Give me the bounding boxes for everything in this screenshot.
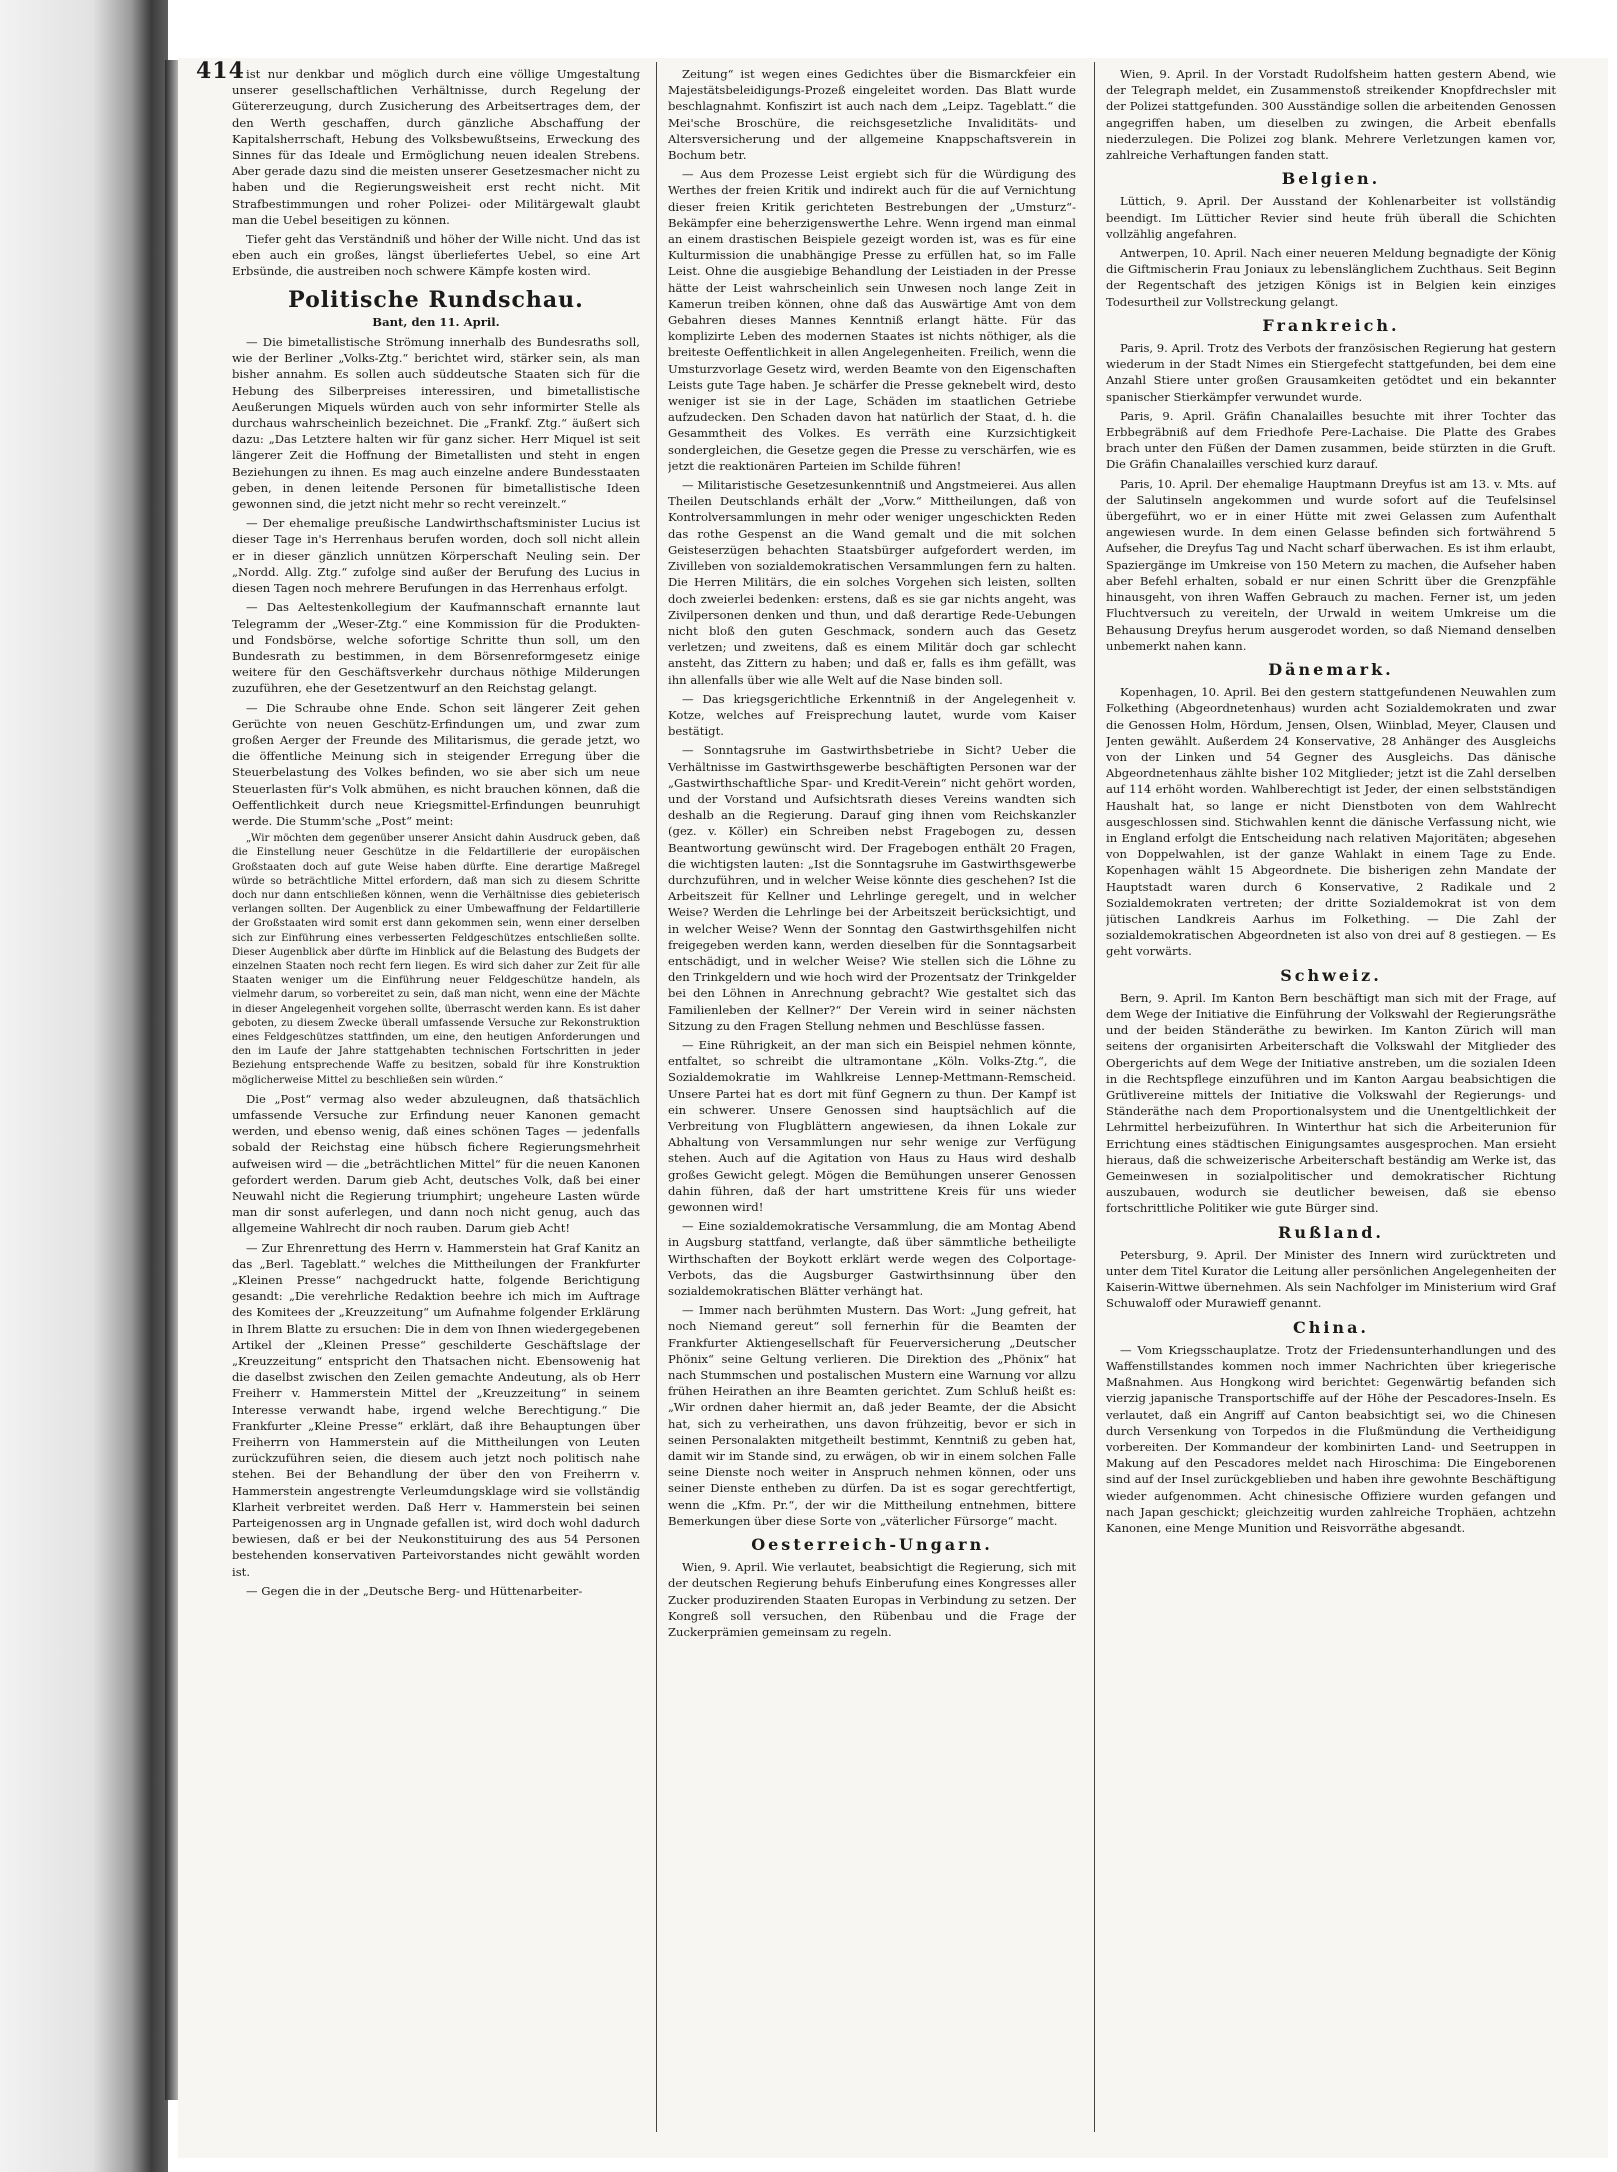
binding-shadow xyxy=(165,60,179,2100)
column-2 xyxy=(668,66,1076,2146)
column-rule xyxy=(1094,62,1095,2132)
paragraph: — Die Schraube ohne Ende. Schon seit längerer Zeit gehen Gerüchte von neuen Geschütz-Erfindungen um, und zwar zum großen Aerger der Freunde des Militarismus, die gerade jetzt, wo die öffentliche Meinung sich in steigender Erregung über die Steuerbelastung des Volkes befinden, wo sie aber sich um neue Steuerlasten für's Volk abmühen, es nicht brauchen können, daß die Oeffentlichkeit durch neue Kriegsmittel-Erfindungen beunruhigt werde. Die Stumm'sche „Post“ meint: xyxy=(232,700,640,828)
paragraph: — Das kriegsgerichtliche Erkenntniß in der Angelegenheit v. Kotze, welches auf Freisprechung lautet, wurde vom Kaiser bestätigt. xyxy=(668,691,1076,739)
paragraph: Paris, 9. April. Gräfin Chanalailles besuchte mit ihrer Tochter das Erbbegräbniß auf dem Friedhofe Pere-Lachaise. Die Platte des Grabes brach unter den Füßen der Damen zusammen, beide stürzten in die Gruft. Die Gräfin Chanalailles verschied kurz darauf. xyxy=(1106,408,1556,472)
paragraph: — Vom Kriegsschauplatze. Trotz der Friedensunterhandlungen und des Waffenstillstandes kommen noch immer Nachrichten über kriegerische Maßnahmen. Aus Hongkong wird berichtet: Gegenwärtig befanden sich vierzig japanische Transportschiffe auf der Höhe der Pescadores-Inseln. Es verlautet, daß ein Angriff auf Canton beabsichtigt sei, wo die Chinesen durch Versenkung von Torpedos in die Flußmündung die Vertheidigung vorbereiten. Der Kommandeur der kombinirten Land- und Seetruppen in Makung auf den Pescadores meldet nach Hiroschima: Die Eingeborenen sind auf der Insel zurückgeblieben und haben ihre gewohnte Beschäftigung wieder aufgenommen. Acht chinesische Offiziere wurden gefangen und nach Japan geschickt; gleichzeitig wurden zahlreiche Trophäen, achtzehn Kanonen, eine Menge Munition und Reisvorräthe abgesandt. xyxy=(1106,1342,1556,1536)
paragraph: Bern, 9. April. Im Kanton Bern beschäftigt man sich mit der Frage, auf dem Wege der Initiative die Einführung der Volkswahl der Regierungsräthe und der beiden Ständeräthe zu bewirken. Im Kanton Zürich will man seitens der organisirten Arbeiterschaft die Volkswahl der Mitglieder des Obergerichts auf dem Wege der Initiative anstreben, um die sozialen Ideen in die Rechtspflege einzuführen und im Kanton Aargau beabsichtigen die Grütlivereine mittels der Initiative die Volkswahl der Regierungs- und Ständeräthe nach dem Proportionalsystem und die Unentgeltlichkeit der Lehrmittel herbeizuführen. In Winterthur hat sich die Arbeiterunion für Errichtung eines städtischen Einigungsamtes ausgesprochen. Man ersieht hieraus, daß die schweizerische Arbeiterschaft beständig am Werke ist, das Gemeinwesen in sozialpolitischer und demokratischer Richtung auszubauen, wodurch sie deutlicher beweisen, daß sie ebenso fortschrittliche Politiker wie gute Bürger sind. xyxy=(1106,990,1556,1216)
paragraph: — Zur Ehrenrettung des Herrn v. Hammerstein hat Graf Kanitz an das „Berl. Tageblatt.“ welches die Mittheilungen der Frankfurter „Kleinen Presse“ nachgedruckt hatte, folgende Berichtigung gesandt: „Die verehrliche Redaktion beehre ich mich im Auftrage des Komitees der „Kreuzzeitung“ um Aufnahme folgender Erklärung in Ihrem Blatte zu ersuchen: Die in dem von Ihnen wiedergegebenen Artikel der „Kleinen Presse“ geschilderte Geschäftslage der „Kreuzzeitung“ entspricht den Thatsachen nicht. Ebensowenig hat die daselbst zwischen den Zeilen gemachte Andeutung, als ob Herr Freiherr v. Hammerstein Mittel der „Kreuzzeitung“ in seinem Interesse verwandt habe, irgend welche Berechtigung.“ Die Frankfurter „Kleine Presse“ erklärt, daß ihre Behauptungen über Freiherrn von Hammerstein auf die Mittheilungen von Leuten zurückzuführen seien, die diesem auch jetzt noch politisch nahe stehen. Bei der Behandlung der über den von Freiherrn v. Hammerstein angestrengte Verleumdungsklage wird sie vollständig Klarheit verbreitet werden. Daß Herr v. Hammerstein bei seinen Parteigenossen arg in Ungnade gefallen ist, wird doch wohl dadurch bewiesen, daß er bei der Neukonstituirung des aus 54 Personen bestehenden konservativen Parteivorstandes nicht gewählt worden ist. xyxy=(232,1240,640,1579)
paragraph: — Das Aeltestenkollegium der Kaufmannschaft ernannte laut Telegramm der „Weser-Ztg.“ eine Kommission für die Produkten- und Fondsbörse, welche sofortige Schritte thun soll, um den Bundesrath zu bestimmen, in dem Börsenreformgesetz einige weitere für den Geschäftsverkehr durchaus nöthige Milderungen zuzuführen, ehe der Gesetzentwurf an den Reichstag gelangt. xyxy=(232,600,640,696)
scan-edge xyxy=(0,0,168,2172)
section-heading: China. xyxy=(1292,1317,1369,1337)
quotation: „Wir möchten dem gegenüber unserer Ansicht dahin Ausdruck geben, daß die Einstellung neuer Geschütze in die Feldartillerie der europäischen Großstaaten doch auf gute Weise haben dürfte. Eine derartige Maßregel würde so beträchtliche Mittel erfordern, daß man sich zu diesem Schritte doch nur dann entschließen können, wenn die Verhältnisse dies gebieterisch verlangen sollten. Der Augenblick zu einer Umbewaffnung der Feldartillerie der Großstaaten wird somit erst dann gekommen sein, wenn einer derselben sich zur Einführung eines verbesserten Feldgeschützes entschließen sollte. Dieser Augenblick aber dürfte im Hinblick auf die Belastung des Budgets der einzelnen Staaten noch recht fern liegen. Es wird sich daher zur Zeit für alle Staaten weniger um die Einführung neuer Feldgeschütze handeln, als vielmehr darum, so vorbereitet zu sein, daß man nicht, wenn eine der Mächte in dieser Angelegenheit vorgehen sollte, überrascht werden kann. Es ist daher geboten, zu diesem Zwecke überall umfassende Versuche zur Rekonstruktion eines Feldgeschützes stattfinden, um eine, den heutigen Anforderungen und den im Laufe der Jahre stattgehabten technischen Fortschritten in jeder Beziehung entsprechende Waffe zu besitzen, sobald für ihre Konstruktion möglicherweise Mittel zu beschließen sein würden.“ xyxy=(232,833,640,1086)
section-heading: Politische Rundschau. xyxy=(288,286,584,313)
column-rule xyxy=(656,62,657,2132)
section-heading: Frankreich. xyxy=(1262,315,1400,335)
paragraph: — Militaristische Gesetzesunkenntniß und Angstmeierei. Aus allen Theilen Deutschlands erhält der „Vorw.“ Mittheilungen, daß von Kontrolversammlungen in mehr oder weniger ungeschickten Reden das rothe Gespenst an die Wand gemalt und die mit solchen Geisteserzügen behachten Staatsbürger aufgefordert werden, im Zivilleben von sozialdemokratischen Versammlungen fern zu halten. Die Herren Militärs, die ein solches Vorgehen sich leisten, sollten doch zweierlei bedenken: erstens, daß es sie gar nichts angeht, was Zivilpersonen denken und thun, und daß derartige Rede-Uebungen nicht bloß den guten Geschmack, sondern auch das Gesetz verletzen; und zweitens, daß es einem Militär doch gar schlecht ansteht, das Zittern zu haben; und daß er, falls es ihm gefällt, was ihn allenfalls über wie alle Welt auf die Nase binden soll. xyxy=(668,478,1076,687)
paragraph: — Sonntagsruhe im Gastwirthsbetriebe in Sicht? Ueber die Verhältnisse im Gastwirthsgewerbe beschäftigten Personen war der „Gastwirthschaftliche Spar- und Kredit-Verein“ nicht gehört worden, und der Vorstand und Aufsichtsrath dieses Vereins wandten sich deshalb an die Regierung. Darauf ging ihnen vom Reichskanzler (gez. v. Köller) ein Schreiben nebst Fragebogen zu, dessen Beantwortung gewünscht wird. Der Fragebogen enthält 20 Fragen, die wichtigsten lauten: „Ist die Sonntagsruhe im Gastwirthsgewerbe durchzuführen, und in welcher Weise könnte dies geschehen? Ist die Arbeitszeit für Kellner und Lehrlinge geregelt, und in welcher Weise? Werden die Lehrlinge bei der Arbeitszeit berücksichtigt, und in welcher Weise? Wenn der Sonntag den Gastwirthsgehilfen nicht freigegeben werden kann, werden dieselben für die Sonntagsarbeit entschädigt, und in welcher Weise? Wie stellen sich die Löhne zu den Trinkgeldern und wie hoch wird der Prozentsatz der Trinkgelder bei den Löhnen in Anrechnung gebracht? Wie gestaltet sich das Familienleben der Kellner?“ Der Verein wird in seiner nächsten Sitzung zu den Fragen Stellung nehmen und Beschlüsse fassen. xyxy=(668,743,1076,1033)
paragraph: — Aus dem Prozesse Leist ergiebt sich für die Würdigung des Werthes der freien Kritik und indirekt auch für die auf Vernichtung dieser freien Kritik gerichteten Bestrebungen der „Umsturz“-Bekämpfer eine beherzigenswerthe Lehre. Wenn irgend man einmal an einem drastischen Beispiele gezeigt worden ist, was es für eine Kulturmission die unabhängige Presse zu erfüllen hat, so im Falle Leist. Ohne die ausgiebige Behandlung der Leistiaden in der Presse hätte der Leist wahrscheinlich sein Unwesen noch lange Zeit in Kamerun treiben können, ohne daß das Auswärtige Amt von dem Gebahren dieses Mannes Kenntniß erlangt hätte. Für das komplizirte Leben des modernen Staates ist nichts nöthiger, als die breiteste Oeffentlichkeit in allen Angelegenheiten. Freilich, wenn die Umsturzvorlage Gesetz wird, werden Beamte von den Eigenschaften Leists gute Tage haben. Je schärfer die Presse geknebelt wird, desto weniger ist sie in der Lage, Schäden im staatlichen Getriebe aufzudecken. Den Schaden davon hat natürlich der Staat, d. h. die Gesammtheit des Volkes. Es verräth eine Kurzsichtigkeit sondergleichen, die Gesetze gegen die Presse zu verschärfen, wie es jetzt die reaktionären Parteien im Schilde führen! xyxy=(668,167,1076,473)
paragraph: — Gegen die in der „Deutsche Berg- und Hüttenarbeiter- xyxy=(246,1583,583,1598)
paragraph: Lüttich, 9. April. Der Ausstand der Kohlenarbeiter ist vollständig beendigt. Im Lütticher Revier sind heute früh überall die Schichten vollzählig angefahren. xyxy=(1106,194,1556,241)
column-3 xyxy=(1106,66,1556,2146)
paragraph: Kopenhagen, 10. April. Bei den gestern stattgefundenen Neuwahlen zum Folkething (Abgeordnetenhaus) wurden acht Sozialdemokraten und zwar die Genossen Holm, Hördum, Jensen, Olsen, Wiinblad, Meyer, Clausen und Jenten gewählt. Außerdem 24 Konservative, 28 Anhänger des Ausgleichs von der Linken und 54 Gegner des Ausgleichs. Das dänische Abgeordnetenhaus zählte bisher 102 Mitglieder; jetzt ist die Zahl derselben auf 114 erhöht worden. Wahlberechtigt ist Jeder, der einen selbstständigen Haushalt hat, so lange er nicht Dienstboten von dem Wahlrecht ausgeschlossen sind. Stichwahlen kennt die dänische Verfassung nicht, wie in England erfolgt die Entscheidung nach relativen Majoritäten; abgesehen von Doppelwahlen, ist der ganze Wahlakt in einem Tage zu Ende. Kopenhagen wählt 15 Abgeordnete. Die bisherigen zehn Mandate der Hauptstadt waren durch 6 Konservative, 2 Radikale und 2 Sozialdemokraten vertreten; der dritte Sozialdemokrat ist von dem jütischen Landkreis Aarhus im Folkething. — Die Zahl der sozialdemokratischen Abgeordneten ist also von drei auf 8 gestiegen. — Es geht vorwärts. xyxy=(1106,685,1556,959)
section-heading: Belgien. xyxy=(1281,169,1381,189)
paragraph: Paris, 9. April. Trotz des Verbots der französischen Regierung hat gestern wiederum in der Stadt Nimes ein Stiergefecht stattgefunden, bei dem eine Anzahl Stiere unter großen Grausamkeiten getödtet und ein bekannter spanischer Stierkämpfer verwundet wurde. xyxy=(1106,341,1556,404)
paragraph: Wien, 9. April. In der Vorstadt Rudolfsheim hatten gestern Abend, wie der Telegraph meldet, ein Zusammenstoß streikender Knopfdrechsler mit der Polizei stattgefunden. 300 Ausständige sollen die arbeitenden Genossen angegriffen haben, um dieselben zu zwingen, die Arbeit ebenfalls niederzulegen. Die Polizei zog blank. Mehrere Verletzungen kamen vor, zahlreiche Verhaftungen fanden statt. xyxy=(1106,67,1556,163)
section-heading: Oesterreich-Ungarn. xyxy=(751,1535,993,1555)
paragraph: — Immer nach berühmten Mustern. Das Wort: „Jung gefreit, hat noch Niemand gereut“ soll fernerhin für die Beamten der Frankfurter Aktiengesellschaft für Feuerversicherung „Deutscher Phönix“ seine Geltung verlieren. Die Direktion des „Phönix“ hat nach Stummschen und postalischen Mustern eine Warnung vor allzu frühen Heirathen an ihre Beamten gerichtet. Zum Schluß heißt es: „Wir ordnen daher hiermit an, daß jeder Beamte, der die Absicht hat, sich zu verheirathen, uns davon frühzeitig, bevor er sich in seinen Personalakten mitgetheilt bestimmt, Kenntniß zu geben hat, damit wir im Stande sind, zu erwägen, ob wir in einem solchen Falle seine Dienste noch weiter in Anspruch nehmen können, oder uns seiner Dienste entheben zu dürfen. Da ist es sogar gerechtfertigt, wenn die „Kfm. Pr.“, der wir die Mittheilung entnehmen, bittere Bemerkungen über diese Sorte von „väterlicher Fürsorge“ macht. xyxy=(668,1303,1076,1528)
paragraph: Paris, 10. April. Der ehemalige Hauptmann Dreyfus ist am 13. v. Mts. auf der Salutinseln angekommen und wurde sofort auf die Teufelsinsel übergeführt, wo er in einer Hütte mit zwei Gelassen zum Aufenthalt angewiesen wurde. In dem einen Gelasse befinden sich fortwährend 5 Aufseher, die Dreyfus Tag und Nacht scharf überwachen. Es ist ihm erlaubt, Spaziergänge im Umkreise von 150 Metern zu machen, die Aufseher haben aber Befehl erhalten, sobald er nur einen Schritt über die Grenzpfähle hinausgeht, von ihren Waffen Gebrauch zu machen. Ferner ist, um jeden Fluchtversuch zu vereiteln, der Urwald in weitem Umkreise um die Behausung Dreyfus herum ausgerodet worden, so daß Niemand denselben unbemerkt nahen kann. xyxy=(1106,476,1556,653)
paragraph: Zeitung“ ist wegen eines Gedichtes über die Bismarckfeier ein Majestätsbeleidigungs-Prozeß eingeleitet worden. Das Blatt wurde beschlagnahmt. Konfiszirt ist auch nach dem „Leipz. Tageblatt.“ die Mei'sche Broschüre, die reichsgesetzliche Invaliditäts- und Altersversicherung und der allgemeine Knappschaftsverein in Bochum betr. xyxy=(668,67,1076,163)
paragraph: — Der ehemalige preußische Landwirthschaftsminister Lucius ist dieser Tage in's Herrenhaus berufen worden, doch soll nicht allein er in dieser gänzlich unnützen Körperschaft Neuling sein. Der „Nordd. Allg. Ztg.“ zufolge sind außer der Berufung des Lucius in diesen Tagen noch mehrere Berufungen in das Herrenhaus erfolgt. xyxy=(232,516,640,596)
paragraph: Petersburg, 9. April. Der Minister des Innern wird zurücktreten und unter dem Titel Kurator die Leitung aller persönlichen Angelegenheiten der Kaiserin-Wittwe übernehmen. Als sein Nachfolger im Ministerium wird Graf Schuwaloff oder Murawieff genannt. xyxy=(1106,1247,1556,1311)
column-1 xyxy=(232,66,640,2146)
section-heading: Rußland. xyxy=(1278,1222,1384,1242)
paragraph: — Eine Rührigkeit, an der man sich ein Beispiel nehmen könnte, entfaltet, so schreibt die ultramontane „Köln. Volks-Ztg.“, die Sozialdemokratie im Wahlkreise Lennep-Mettmann-Remscheid. Unsere Partei hat es dort mit fünf Gegnern zu thun. Der Kampf ist ein schwerer. Unsere Genossen sind hauptsächlich auf die Verbreitung von Flugblättern angewiesen, da ihnen Lokale zur Abhaltung von Versammlungen nur sehr wenige zur Verfügung stehen. Auch auf die Agitation von Haus zu Haus wird deshalb großes Gewicht gelegt. Mögen die Bemühungen unserer Genossen dahin führen, daß der hart umstrittene Kreis für uns wieder gewonnen wird! xyxy=(668,1037,1076,1215)
paragraph: ist nur denkbar und möglich durch eine völlige Umgestaltung unserer gesellschaftlichen Verhältnisse, durch Regelung der Gütererzeugung, durch Zusicherung des Arbeitsertrages dem, der den Werth geschaffen, durch gänzliche Abschaffung der Kapitalsherrschaft, Hebung des Volksbewußtseins, Erweckung des Sinnes für das Ideale und Ermöglichung neuen idealen Strebens. Aber gerade dazu sind die meisten unserer Gesetzesmacher nicht zu haben und die Regierungsweisheit erst recht nicht. Mit Strafbestimmungen und roher Polizei- oder Militärgewalt glaubt man die Uebel beseitigen zu können. xyxy=(232,67,640,227)
paragraph: Tiefer geht das Verständniß und höher der Wille nicht. Und das ist eben auch ein großes, längst überliefertes Uebel, so eine Art Erbsünde, die austreiben noch schwere Kämpfe kosten wird. xyxy=(232,232,640,279)
paragraph: — Eine sozialdemokratische Versammlung, die am Montag Abend in Augsburg stattfand, verlangte, daß über sämmtliche betheiligte Wirthschaften der Boykott erklärt werde wegen des Colportage-Verbots, das die Augsburger Gastwirthsinnung über den sozialdemokratischen Blätter verhängt hat. xyxy=(668,1219,1076,1299)
paragraph: Wien, 9. April. Wie verlautet, beabsichtigt die Regierung, sich mit der deutschen Regierung behufs Einberufung eines Kongresses aller Zucker produzirenden Staaten Europas in Verbindung zu setzen. Der Kongreß soll versuchen, den Rübenbau und die Frage der Zuckerprämien gemeinsam zu regeln. xyxy=(668,1560,1076,1640)
section-heading: Schweiz. xyxy=(1280,965,1382,985)
paragraph: — Die bimetallistische Strömung innerhalb des Bundesraths soll, wie der Berliner „Volks-Ztg.“ berichtet wird, stärker sein, als man bisher annahm. Es sollen auch süddeutsche Staaten sich für die Hebung des Silberpreises interessiren, und bimetallistische Aeußerungen Miquels würden auch von sehr informirter Stelle als durchaus wahrscheinlich bezeichnet. Die „Frankf. Ztg.“ äußert sich dazu: „Das Letztere halten wir für ganz sicher. Herr Miquel ist seit längerer Zeit die Hoffnung der Bimetallisten und steht in engen Beziehungen zu ihnen. Es mag auch einzelne andere Bundesstaaten geben, in denen leitende Personen für bimetallistische Ideen gewonnen sind, die jetzt nicht mehr so recht vereinzelt.“ xyxy=(232,335,640,512)
page-number: 414 xyxy=(196,58,245,84)
paragraph: Antwerpen, 10. April. Nach einer neueren Meldung begnadigte der König die Giftmischerin Frau Joniaux zu lebenslänglichem Zuchthaus. Seit Beginn der Regentschaft des jetzigen Königs ist in Belgien kein einziges Todesurtheil zur Vollstreckung gelangt. xyxy=(1106,246,1556,309)
paragraph: Die „Post“ vermag also weder abzuleugnen, daß thatsächlich umfassende Versuche zur Erfindung neuer Kanonen gemacht werden, und ebenso wenig, daß eines schönen Tages — jedenfalls sobald der Reichstag eine hübsch fichere Regierungsmehrheit aufweisen wird — die „beträchtlichen Mittel“ für die neuen Kanonen gefordert werden. Darum gieb Acht, deutsches Volk, daß bei einer Neuwahl nicht die Regierung triumphirt; ungeheure Lasten würde man dir sonst auferlegen, und dann noch nicht genug, auch das allgemeine Wahlrecht dir noch rauben. Darum gieb Acht! xyxy=(232,1091,640,1236)
dateline: Bant, den 11. April. xyxy=(372,314,500,329)
section-heading: Dänemark. xyxy=(1268,659,1394,679)
